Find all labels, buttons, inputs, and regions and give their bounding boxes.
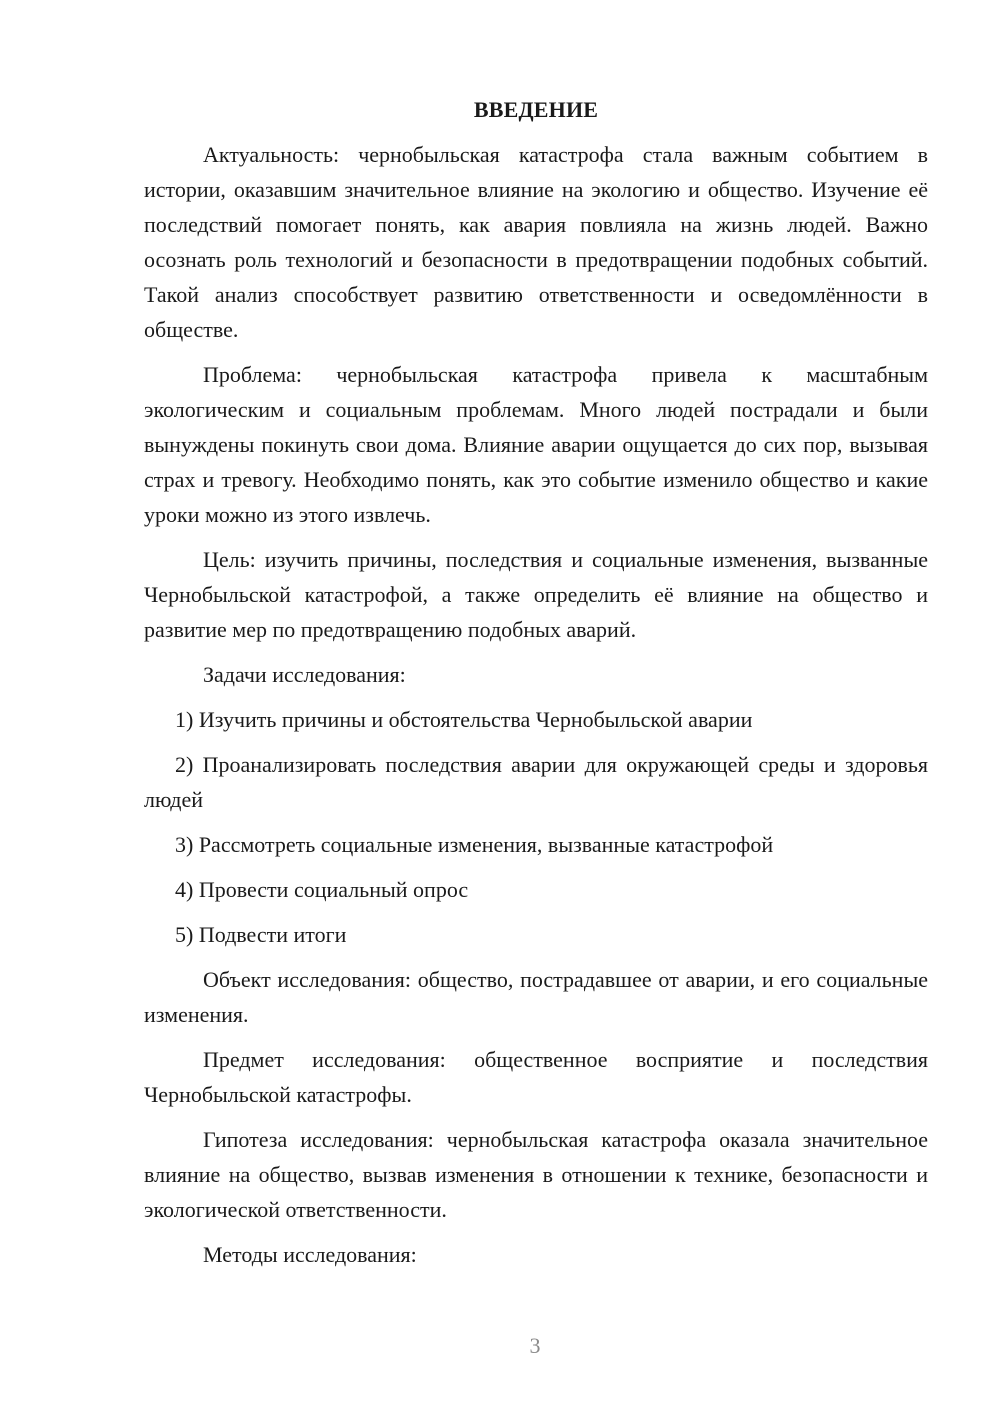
task-item-4: 4) Провести социальный опрос — [175, 877, 469, 902]
paragraph-object: Объект исследования: общество, пострадавшее от аварии, и его социальные изменения. — [144, 967, 928, 1027]
paragraph-hypothesis: Гипотеза исследования: чернобыльская катастрофа оказала значительное влияние на общество, вызвав изменения в отношении к технике, безопасности и экологической ответственности. — [144, 1127, 928, 1222]
task-item-2: 2) Проанализировать последствия аварии для окружающей среды и здоровья людей — [144, 752, 928, 812]
document-page — [144, 95, 928, 1282]
paragraph-relevance: Актуальность: чернобыльская катастрофа стала важным событием в истории, оказавшим значительное влияние на экологию и общество. Изучение её последствий помогает понять, как авария повлияла на жизнь людей. Важно осознать роль технологий и безопасности в предотвращении подобных событий. Такой анализ способствует развитию ответственности и осведомлённости в обществе. — [144, 142, 928, 342]
task-item-3: 3) Рассмотреть социальные изменения, вызванные катастрофой — [175, 832, 774, 857]
task-item-5: 5) Подвести итоги — [175, 922, 347, 947]
paragraph-subject: Предмет исследования: общественное восприятие и последствия Чернобыльской катастрофы. — [144, 1047, 928, 1107]
tasks-heading: Задачи исследования: — [203, 662, 406, 687]
methods-heading: Методы исследования: — [203, 1242, 417, 1267]
page-title: ВВЕДЕНИЕ — [473, 97, 599, 122]
paragraph-goal: Цель: изучить причины, последствия и социальные изменения, вызванные Чернобыльской катастрофой, а также определить её влияние на общество и развитие мер по предотвращению подобных аварий. — [144, 547, 928, 642]
page-number: 3 — [529, 1333, 541, 1358]
task-item-1: 1) Изучить причины и обстоятельства Чернобыльской аварии — [175, 707, 753, 732]
paragraph-problem: Проблема: чернобыльская катастрофа привела к масштабным экологическим и социальным проблемам. Много людей пострадали и были вынуждены покинуть свои дома. Влияние аварии ощущается до сих пор, вызывая страх и тревогу. Необходимо понять, как это событие изменило общество и какие уроки можно из этого извлечь. — [144, 362, 928, 527]
